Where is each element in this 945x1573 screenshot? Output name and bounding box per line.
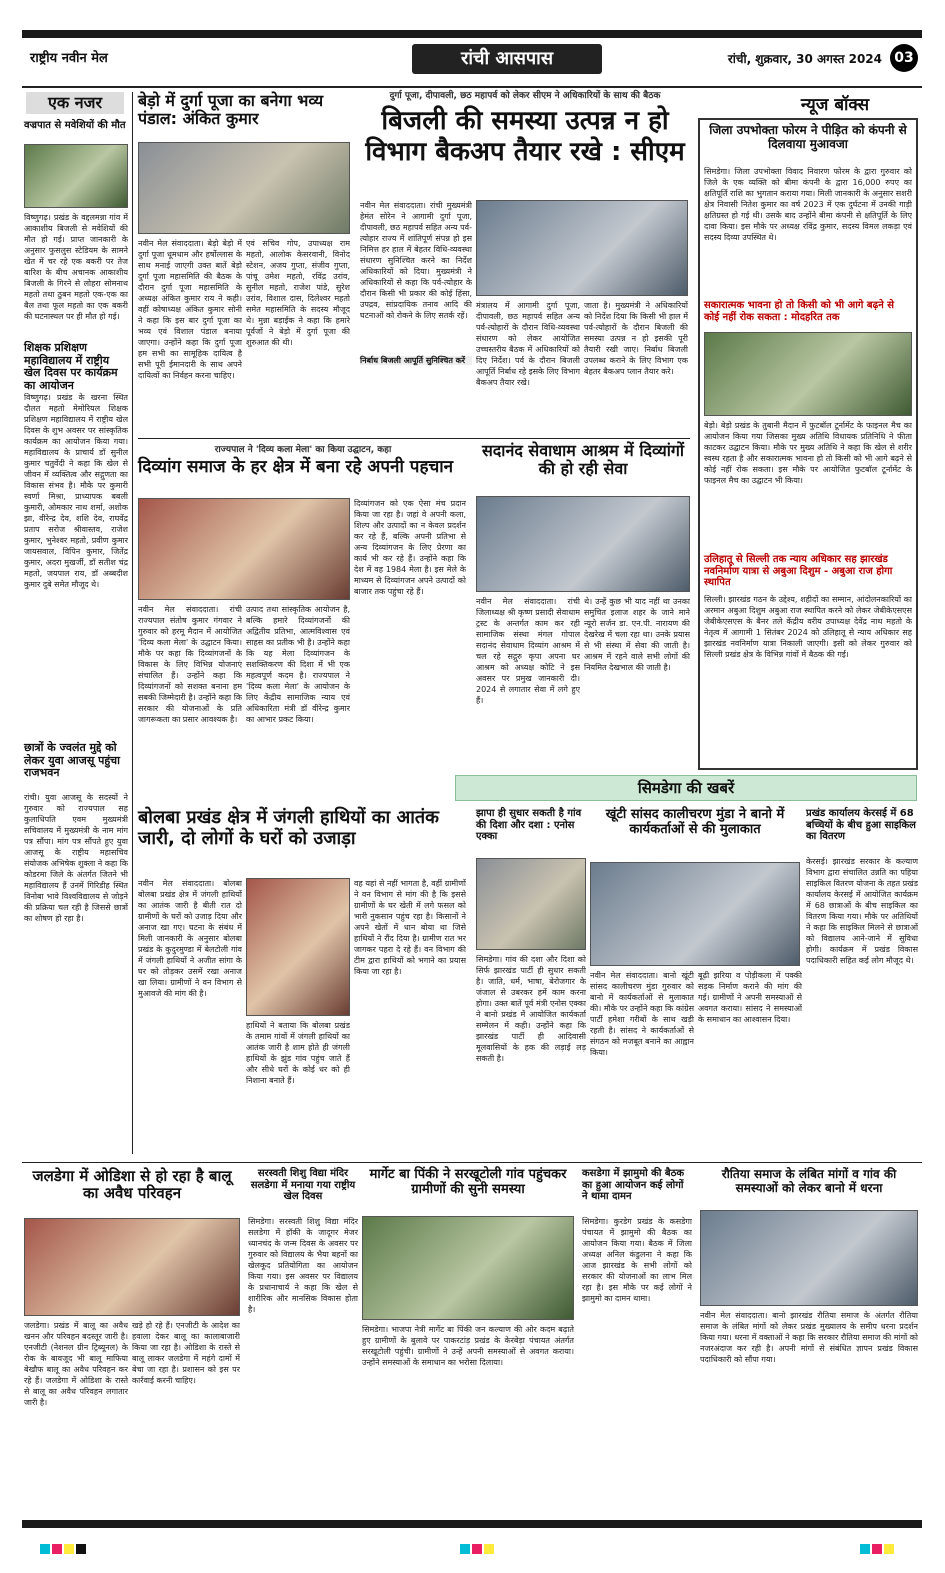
section-rule	[138, 438, 690, 439]
divyang-body-col1: नवीन मेल संवाददाता। रांची राज्यपाल संतोष कुमार गंगवार ने गुरुवार को हरमू मैदान में आयोजित 'दिव्य कला मेला' के उद्घाटन किया। मौके पर कहा कि दिव्यांगजनों के विकास के लिए विभिन्न योजनाएं संचालित हैं। उन्होंने कहा कि दिव्यांगजनों को सशक्त बनाना हम सबकी जिम्मेदारी है। उन्होंने कहा कि सरकार की योजनाओं के प्रति जागरूकता का प्रसार आवश्यक है।	[138, 605, 242, 724]
khunti-mp-meeting-photo	[590, 862, 800, 966]
kasdega-body: सिमडेगा। कुरडेग प्रखंड के कसडेगा पंचायत में झामुमो की बैठक का आयोजन किया गया। बैठक में जिला अध्यक्ष अनिल कंडुलना ने कहा कि आज झारखंड के सभी लोगों को सरकार की योजनाओं का लाभ मिल रहा है। इस मौके पर कई लोगों ने झामुमो का दामन थामा।	[582, 1217, 692, 1303]
simdega-section-title: सिमडेगा की खबरें	[637, 779, 735, 797]
durga-puja-meeting-photo	[138, 142, 350, 234]
registration-mark	[64, 1544, 74, 1554]
jhapa-body: सिमडेगा। गांव की दशा और दिशा को सिर्फ झारखंड पार्टी ही सुधार सकती है। जाति, धर्म, भाषा, बेरोजगार के जंजाल से उबरकर हमें काम करना होगा। उक्त बातें पूर्व मंत्री एनोस एक्का ने बानो प्रखंड में आयोजित कार्यकर्ता सम्मेलन में कही। उन्होंने कहा कि झारखंड पार्टी ही आदिवासी मूलवासियों के हक की लड़ाई लड़ सकती है।	[476, 955, 586, 1063]
newsbox-item3-body: सिल्ली। झारखंड गठन के उद्देश्य, शहीदों का सम्मान, आंदोलनकारियों का अरमान अबुआ दिशुम अबुआ राज स्थापित करने को लेकर जेबीकेएसएस जेबीकेएसएस के बैनर तले केंद्रीय वरीय उपाध्यक्ष देवेंद्र नाथ महतो के नेतृत्व में आगामी 1 सितंबर 2024 को उलिहातू से न्याय अधिकार सह झारखंड नवनिर्माण यात्रा निकाली जाएगी। इसी को लेकर गुरुवार को सिल्ली प्रखंड क्षेत्र के विभिन्न गांवों में बैठक की गई।	[704, 595, 912, 659]
elephant-body-col1: नवीन मेल संवाददाता। बोलबा बोलबा प्रखंड क्षेत्र में जंगली हाथियों का आतंक जारी है बीती रात दो ग्रामीणों के घरों को उजाड़ दिया और अनाज खा गए। घटना के संबंध में मिली जानकारी के अनुसार बोलबा प्रखंड के कुदुरमुण्डा में बेलटोली गांव में जंगली हाथियों ने अजीत सांगा के घर को तोड़कर उसमें रखा अनाज खा लिया। ग्रामीणों ने वन विभाग से मुआवजे की मांग की है।	[138, 879, 242, 998]
margat-villagers-photo	[362, 1216, 574, 1320]
margat-body: सिमडेगा। भाजपा नेत्री मार्गेट बा पिंकी जन कल्याण की ओर कदम बढ़ाते हुए ग्रामीणों के बुलावे पर पाकरटांड़ प्रखंड के केरबेड़ा पंचायत अंतर्गत सरखूटोली पहुंची। ग्रामीणों ने उन्हें अपनी समस्याओं से अवगत कराया। उन्होंने समस्याओं के समाधान का भरोसा दिलाया।	[362, 1325, 574, 1367]
divyang-mela-photo	[138, 498, 350, 600]
registration-mark	[472, 1544, 482, 1554]
sand-truck-photo	[24, 1218, 240, 1316]
column-divider	[132, 92, 133, 1154]
rautiya-dharna-photo	[700, 1210, 918, 1306]
ek-nazar-item2-body: विष्णुगढ़। प्रखंड के खरना स्थित दौलत महतो मेमोरियल शिक्षक प्रशिक्षण महाविद्यालय में राष्ट्रीय खेल दिवस के शुभ अवसर पर सांस्कृतिक कार्यक्रम का आयोजन किया गया। महाविद्यालय के प्राचार्य डॉ सुनील कुमार चतुर्वेदी ने कहा कि खेल से जीवन में व्यक्तित्व और सद्गुणता का विकास संभव है। मौके पर कुमारी स्वर्णा मिश्रा, प्राध्यापक बबली कुमारी, ओमकार नाथ शर्मा, अशोक झा, वीरेन्द्र देव, शशि देव, राघवेंद्र प्रताप सरोज श्रीवास्तव, राजेश कुमार, भुनेश्वर महतो, प्रवीण कुमार जायसवाल, विपिन कुमार, जितेंद्र कुमार, अदरा मुखर्जी, डॉ सतीश चंद्र महतो, जयपाल राय, डॉ अब्बदीश कुमार दुबे समेत मौजूद थे।	[24, 393, 128, 589]
newsbox-label: न्यूज बॉक्स	[800, 95, 870, 115]
jaldega-body-col2: खड़े हो रहे हैं। एनजीटी के आदेश का हवाला देकर बालू का कालाबाजारी किया जा रहा है। ओडिशा के रास्ते से बालू लाकर जलडेगा में महंगे दामों में बेचा जा रहा है। प्रशासन को इस पर कार्रवाई करनी चाहिए।	[132, 1321, 240, 1385]
ek-nazar-item1-headline: वज्रपात से मवेशियों की मौत	[24, 120, 126, 131]
registration-mark	[460, 1544, 470, 1554]
page-number: 03	[890, 44, 918, 72]
newsbox-item3-headline: उलिहातू से सिल्ली तक न्याय अधिकार सह झारखंड नवनिर्माण यात्रा से अबुआ दिशुम - अबुआ राज होगा स्थापित	[704, 554, 893, 588]
kasdega-headline: कसडेगा में झामुमो की बैठक का हुआ आयोजन कई लोगों ने थामा दामन	[582, 1168, 685, 1202]
lead2-body-col3: जाता है। मुख्यमंत्री ने अधिकारियों को निर्देश दिया कि किसी भी हाल में पर्व-त्योहारों के दौरान बिजली की समस्या उत्पन्न न हो इसकी पूरी तैयारी रखी जाए। निर्बाध बिजली उपलब्ध कराने के लिए विभाग एक बेहतर बैकअप प्लान तैयार करे।	[584, 301, 688, 376]
divyang-kicker: राज्यपाल ने 'दिव्य कला मेला' का किया उद्घाटन, कहा	[214, 445, 392, 455]
rautiya-headline: रौतिया समाज के लंबित मांगों व गांव की समस्याओं को लेकर बानो में धरना	[721, 1167, 897, 1195]
divyang-body-col3: दिव्यांगजन को एक ऐसा मंच प्रदान किया जा रहा है। जहां वे अपनी कला, शिल्प और उत्पादों का न केवल प्रदर्शन कर रहे हैं, बल्कि अपनी प्रतिभा से अन्य दिव्यांगजन के लिए प्रेरणा का कार्य भी कर रहे हैं। उन्होंने कहा कि देश में वह 1984 मेला है। इस मेले के माध्यम से दिव्यांगजन अपने उत्पादों को बाजार तक पहुंचा रहे हैं।	[354, 499, 466, 596]
dateline: रांची, शुक्रवार, 30 अगस्त 2024	[727, 52, 882, 66]
section-title: रांची आसपास	[412, 44, 602, 74]
ek-nazar-item3-body: रांची। युवा आजसू के सदस्यों ने गुरुवार को राज्यपाल सह कुलाधिपति एवम मुख्यमंत्री सचिवालय में मुख्यमंत्री के नाम मांग पत्र सौंपा। मांग पत्र सौंपते हुए युवा आजसू के राष्ट्रीय महासचिव संयोजक अभिषेक शुक्ला ने कहा कि कोडरमा जिले के अंतर्गत जितने भी महाविद्यालय हैं उनमें गिरिडीह स्थित विनोबा भावे विश्वविद्यालय से जोड़ने की प्रक्रिया चल रही है जिससे छात्रों का शोषण हो रहा है।	[24, 793, 128, 923]
ek-nazar-item3-headline: छात्रों के ज्वलंत मुद्दे को लेकर युवा आजसू पहुंचा राजभवन	[24, 741, 121, 780]
lead1-body-col2: एवं सचिव गोप, उपाध्यक्ष राम महतो, आलोक केसरवानी, विनोद स्टेशन, अजय गुप्ता, संजीव गुप्ता, पांचू उमेश महतो, रविंद्र उरांव, सुनील महतो, राजेश पांडे, सुरेश उरांव, विशाल दास, दिलेश्वर महतो समेत महासमिति के सदस्य मौजूद थे। मुन्ना बड़ाईक ने कहा कि हमारे पूर्वजों ने बेड़ो में दुर्गा पूजा की शुरुआत की थी।	[246, 239, 350, 347]
newsbox-item1-body: सिमडेगा। जिला उपभोक्ता विवाद निवारण फोरम के द्वारा गुरुवार को जिले के एक व्यक्ति को बीमा कंपनी के द्वारा 16,000 रुपए का क्षतिपूर्ति राशि का भुगतान कराया गया। मिली जानकारी के अनुसार सशरी क्षेत्र निवासी नितेश कुमार का वर्ष 2023 में एक दुर्घटना में उनकी गाड़ी क्षतिग्रस्त हो गई थी। उसके बाद उन्होंने बीमा कंपनी से क्षतिपूर्ति के लिए दावा किया। इस मौके पर अध्यक्ष रविंद्र कुमार, सदस्य विमल लकड़ा एवं सदस्य दिव्या उपस्थित थे।	[704, 167, 912, 242]
lead2-body-col1: नवीन मेल संवाददाता। रांची मुख्यमंत्री हेमंत सोरेन ने आगामी दुर्गा पूजा, दीपावली, छठ महापर्व सहित अन्य पर्व-त्योहार राज्य में शांतिपूर्ण संपन्न हो इस निमित्त हर हाल में बेहतर विधि-व्यवस्था संधारण सुनिश्चित करने का निर्देश अधिकारियों को दिया। मुख्यमंत्री ने अधिकारियों से कहा कि पर्व-त्योहार के दौरान किसी भी प्रकार की कोई हिंसा, उपद्रव, सांप्रदायिक तनाव आदि की घटनाओं को रोकने के लिए सतर्क रहें।	[360, 201, 472, 320]
newsbox-item2-body: बेड़ो। बेड़ो प्रखंड के तुबानी मैदान में फुटबॉल टूर्नामेंट के फाइनल मैच का आयोजन किया गया जिसका मुख्य अतिथि विधायक प्रतिनिधि ने फीता काटकर उद्घाटन किया। मौके पर मुख्य अतिथि ने कहा कि खेल से शरीर स्वस्थ रहता है और सकारात्मक भावना हो तो किसी को भी आगे बढ़ने से कोई नहीं रोक सकता। इस मौके पर आयोजित फुटबॉल टूर्नामेंट के फाइनल मैच का उद्घाटन भी किया।	[704, 421, 912, 485]
lead2-kicker: दुर्गा पूजा, दीपावली, छठ महापर्व को लेकर सीएम ने अधिकारियों के साथ की बैठक	[389, 91, 661, 101]
lead1-headline: बेड़ो में दुर्गा पूजा का बनेगा भव्य पंडाल: अंकित कुमार	[138, 91, 324, 129]
top-rule	[22, 30, 922, 38]
registration-mark	[76, 1544, 86, 1554]
khunti-body-col1: नवीन मेल संवाददाता। बानो खूंटी सांसद कालीचरण मुंडा गुरुवार को बानो में कार्यकर्ताओं से मुलाकात की। मौके पर उन्होंने कहा कि कांग्रेस पार्टी हमेशा गरीबों के साथ खड़ी रहती है। सांसद ने कार्यकर्ताओं से संगठन को मजबूत बनाने का आह्वान किया।	[590, 971, 694, 1057]
registration-mark	[872, 1544, 882, 1554]
sadanand-body-col2: थे। उन्हें कुछ भी याद नहीं था उनका समुचित इलाज शहर के जाने माने न्यूरो सर्जन डा. एन.पी. नारायण की देखरेख में चला रहा था। उनके प्रयास से भी संस्था में सेवा की जाती है। आश्रम में रहने वाले सभी लोगों की नियमित देखभाल की जाती है।	[584, 597, 690, 672]
football-tournament-photo	[704, 332, 912, 416]
kersai-headline: प्रखंड कार्यालय केरसई में 68 बच्चियों के बीच हुआ साइकिल का वितरण	[806, 808, 916, 842]
jaldega-body-col1: जलडेगा। प्रखंड में बालू का अवैध खनन और परिवहन बदस्तूर जारी है। एनजीटी (नेशनल ग्रीन ट्रिब्यूनल) के रोक के बावजूद भी बालू माफिया बेखौफ बालू का अवैध परिवहन कर रहे हैं। जलडेगा में ओडिशा के रास्ते से बालू का अवैध परिवहन लगातार जारी है।	[24, 1321, 128, 1407]
registration-mark	[484, 1544, 494, 1554]
kersai-body: केरसई। झारखंड सरकार के कल्याण विभाग द्वारा संचालित उन्नति का पहिया साइकिल वितरण योजना के तहत प्रखंड कार्यालय केरसई में आयोजित कार्यक्रम में 68 छात्राओं के बीच साइकिल का वितरण किया गया। मौके पर अतिथियों ने कहा कि साइकिल मिलने से छात्राओं को विद्यालय आने-जाने में सुविधा होगी। कार्यक्रम में प्रखंड विकास पदाधिकारी सहित कई लोग मौजूद थे।	[806, 857, 918, 965]
jaldega-headline: जलडेगा में ओडिशा से हो रहा है बालू का अवैध परिवहन	[32, 1167, 232, 1203]
lead2-subhead: निर्बाध बिजली आपूर्ति सुनिश्चित करें	[360, 356, 472, 365]
masthead-brand: राष्ट्रीय नवीन मेल	[30, 51, 108, 66]
simdega-section-bar	[455, 775, 917, 801]
ek-nazar-item1-body: विष्णुगढ़। प्रखंड के वद्दलमन्ना गांव में आकाशीय बिजली से मवेशियों की मौत हो गई। प्राप्त जानकारी के अनुसार फुसलुस स्टेडियम के सामने खेत में चर रहे एक बकरी पर तेज बारिश के बीच अचानक आकाशीय बिजली के गिरने से लोहरा सोमनाथ महतो तथा ठुबन महतो एक-एक का बैल तथा फूल महतो का एक बकरी की घटनास्थल पर ही मौत हो गई।	[24, 213, 128, 321]
rautiya-body: नवीन मेल संवाददाता। बानो झारखंड रौतिया समाज के अंतर्गत रौतिया समाज के लंबित मांगों को लेकर प्रखंड मुख्यालय के समीप धरना प्रदर्शन किया गया। धरना में वक्ताओं ने कहा कि सरकार रौतिया समाज की मांगों को नजरअंदाज कर रही है। अपनी मांगों से संबंधित ज्ञापन प्रखंड विकास पदाधिकारी को सौंपा गया।	[700, 1311, 918, 1364]
damaged-house-photo	[246, 878, 350, 1016]
sevadham-photo	[476, 496, 690, 592]
bottom-rule	[22, 1520, 922, 1528]
page-header	[22, 40, 922, 84]
elephant-caption: हाथियों ने बताया कि बोलबा प्रखंड के तमाम गांवों में जंगली हाथियों का आतंक जारी है शाम होते ही जंगली हाथियों के झुंड गांव पहुंच जाते हैं और सीधे घरों के कोई धर को ही निशाना बनाते हैं।	[246, 1021, 350, 1085]
lead2-body-col2: मंत्रालय में आगामी दुर्गा पूजा, दीपावली, छठ महापर्व सहित अन्य पर्व-त्योहारों के दौरान विधि-व्यवस्था संधारण को लेकर आयोजित उच्चस्तरीय बैठक में अधिकारियों को दिए निर्देश। पर्व के दौरान बिजली आपूर्ति निर्बाध रहे इसके लिए विभाग बैकअप तैयार रखे।	[476, 301, 580, 387]
khunti-headline: खूंटी सांसद कालीचरण मुंडा ने बानो में कार्यकर्ताओं से की मुलाकात	[605, 807, 785, 837]
elephant-headline: बोलबा प्रखंड क्षेत्र में जंगली हाथियों का आतंक जारी, दो लोगों के घरों को उजाड़ा	[138, 807, 439, 849]
enos-ekka-portrait	[476, 858, 586, 950]
ek-nazar-item2-headline: शिक्षक प्रशिक्षण महाविद्यालय में राष्ट्रीय खेल दिवस पर कार्यक्रम का आयोजन	[24, 341, 118, 392]
divyang-body-col2: उत्पाद तथा सांस्कृतिक आयोजन है, बल्कि हमारे दिव्यांगजनों की अद्वितीय प्रतिभा, आत्मविश्वास एवं साहस का प्रतीक भी है। उन्होंने कहा कि यह मेला दिव्यांगजन के सशक्तिकरण की दिशा में भी एक महत्वपूर्ण कदम है। राज्यपाल ने 'दिव्य कला मेला' के आयोजन के लिए केंद्रीय सामाजिक न्याय एवं अधिकारिता मंत्री डॉ वीरेन्द्र कुमार का आभार प्रकट किया।	[246, 605, 350, 724]
saraswati-headline: सरस्वती शिशु विद्या मंदिर सलडेगा में मनाया गया राष्ट्रीय खेल दिवस	[250, 1168, 356, 1202]
margat-headline: मार्गेट बा पिंकी ने सरखूटोली गांव पहुंचकर ग्रामीणों की सुनी समस्या	[369, 1167, 567, 1197]
registration-mark	[40, 1544, 50, 1554]
lightning-cattle-photo	[24, 144, 128, 208]
newsbox-item2-headline: सकारात्मक भावना हो तो किसी को भी आगे बढ़ने से कोई नहीं रोक सकता : मोदहरित तक	[704, 300, 895, 323]
sadanand-headline: सदानंद सेवाधाम आश्रम में दिव्यांगों की हो रही सेवा	[481, 441, 685, 479]
registration-mark	[860, 1544, 870, 1554]
khunti-body-col2: बूढ़ी झरिया व पोड़ीकला में पक्की सड़क निर्माण कराने की मांग की गई। ग्रामीणों ने अपनी समस्याओं से अवगत कराया। सांसद ने समस्याओं के समाधान का आश्वासन दिया।	[698, 971, 802, 1024]
saraswati-body: सिमडेगा। सरस्वती शिशु विद्या मंदिर सलडेगा में हॉकी के जादूगर मेजर ध्यानचंद के जन्म दिवस के अवसर पर गुरुवार को विद्यालय के भैया बहनों का खेलकूद प्रतियोगिता का आयोजन किया गया। इस अवसर पर विद्यालय के प्रधानाचार्य ने कहा कि खेल से शारीरिक और मानसिक विकास होता है।	[248, 1217, 358, 1314]
ek-nazar-label: एक नजर	[26, 92, 124, 114]
divyang-headline: दिव्यांग समाज के हर क्षेत्र में बना रहे अपनी पहचान	[138, 457, 454, 477]
sadanand-body-col1: नवीन मेल संवाददाता। रांची जिलाध्यक्ष श्री कृष्ण प्रसादी सेवाधाम ट्रस्ट के अन्तर्गत काम कर रही सामाजिक संस्था मंगल गोपाल सदानंद सेवाधाम दिव्यांग आश्रम में चल रहे सद्गुरु कृपा अपना घर आश्रम को अध्यक्ष कोटि ने इस अवसर पर प्रमुख जानकारी दी। 2024 से लगातार सेवा में लगे हुए हैं।	[476, 597, 580, 705]
elephant-body-col2: वह यहां से नहीं भागता है, वहीं ग्रामीणों ने वन विभाग से मांग की है कि इससे ग्रामीणों के घर खेती में लगे फसल को भारी नुकसान पहुंच रहा है। किसानों ने अपने खेतों में धान बोया था जिसे हाथियों ने रौंद दिया है। ग्रामीण रात भर जागकर पहरा दे रहे हैं। वन विभाग की टीम द्वारा हाथियों को भगाने का प्रयास किया जा रहा है।	[354, 879, 466, 976]
newsbox-item1-headline: जिला उपभोक्ता फोरम ने पीड़ित को कंपनी से दिलवाया मुआवजा	[709, 123, 907, 151]
cm-meeting-photo	[476, 200, 688, 296]
jhapa-headline: झापा ही सुधार सकती है गांव की दिशा और दशा : एनोस एक्का	[476, 808, 582, 842]
bottom-row-rule	[22, 1162, 922, 1163]
lead2-headline: बिजली की समस्या उत्पन्न न हो विभाग बैकअप तैयार रखे : सीएम	[365, 106, 685, 168]
registration-mark	[884, 1544, 894, 1554]
registration-mark	[52, 1544, 62, 1554]
lead1-body-col1: नवीन मेल संवाददाता। बेड़ो बेड़ो में दुर्गा पूजा धूमधाम और हर्षोल्लास के साथ मनाई जाएगी उक्त बातें बेड़ो दुर्गा पूजा महासमिति की बैठक के दौरान दुर्गा पूजा महासमिति के अध्यक्ष अंकित कुमार राय ने कही। वहीं कोषाध्यक्ष अंकित कुमार सोनी ने कहा कि इस बार दुर्गा पूजा का भव्य एवं विशाल पंडाल बनाया जाएगा। उन्होंने कहा कि दुर्गा पूजा हम सभी का सामूहिक दायित्व है सभी पूरी ईमानदारी के साथ अपने दायित्वों का निर्वहन करना चाहिए।	[138, 239, 242, 380]
